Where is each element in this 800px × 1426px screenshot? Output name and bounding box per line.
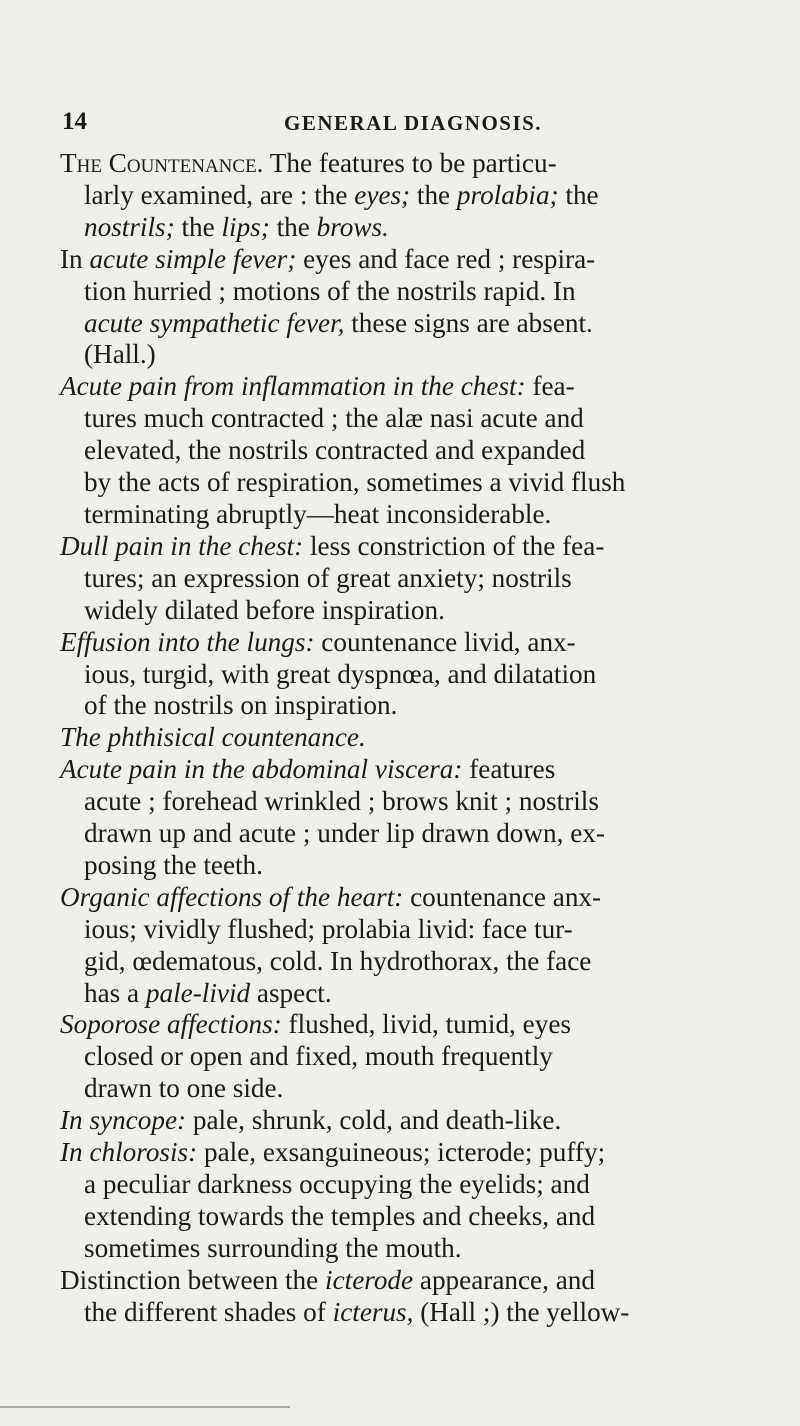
section-heading: The Countenance. xyxy=(60,148,264,178)
text-segment: aspect. xyxy=(250,977,332,1008)
text-segment: acute ; forehead wrinkled ; brows knit ; nostrils xyxy=(84,786,599,817)
text-segment: features xyxy=(462,754,556,785)
text-line xyxy=(60,978,765,1010)
page-number: 14 xyxy=(62,108,87,135)
text-line xyxy=(60,1169,765,1201)
text-line xyxy=(60,1297,765,1329)
text-line xyxy=(60,371,765,403)
text-segment: pale, shrunk, cold, and death-like. xyxy=(186,1105,562,1136)
text-line xyxy=(60,690,765,722)
text-line xyxy=(60,818,765,850)
text-segment: less constriction of the fea- xyxy=(303,530,605,561)
text-line xyxy=(60,180,765,212)
text-line xyxy=(60,212,765,244)
text-segment: The features to be particu- xyxy=(263,148,557,178)
text-segment: Distinction between the xyxy=(60,1264,326,1295)
text-segment: by the acts of respiration, sometimes a vivid flush xyxy=(84,467,626,498)
text-line xyxy=(60,308,765,340)
text-segment: ious; vividly flushed; prolabia livid: face tur- xyxy=(84,913,573,944)
text-line xyxy=(60,1137,765,1169)
running-head: GENERAL DIAGNOSIS. xyxy=(284,111,543,135)
text-line xyxy=(60,946,765,978)
text-line xyxy=(60,595,765,627)
italic-text: eyes; xyxy=(354,179,411,210)
text-segment: countenance anx- xyxy=(403,881,602,912)
text-line xyxy=(60,1233,765,1265)
text-segment: (Hall.) xyxy=(84,339,156,370)
text-segment: the different shades of xyxy=(84,1296,333,1327)
text-segment: tures much contracted ; the alæ nasi acute and xyxy=(84,403,584,434)
italic-text: The phthisical countenance. xyxy=(60,722,366,753)
text-segment: elevated, the nostrils contracted and expanded xyxy=(84,435,586,466)
text-line xyxy=(60,563,765,595)
text-segment: appearance, and xyxy=(413,1264,595,1295)
text-segment: sometimes surrounding the mouth. xyxy=(84,1232,462,1263)
text-segment: of the nostrils on inspiration. xyxy=(84,690,398,721)
text-line xyxy=(60,499,765,531)
text-line xyxy=(60,1105,765,1137)
text-segment: pale, exsanguineous; icterode; puffy; xyxy=(197,1137,606,1168)
text-segment: In xyxy=(60,243,90,274)
italic-text: Acute pain in the abdominal viscera: xyxy=(60,754,463,785)
text-segment: flushed, livid, tumid, eyes xyxy=(281,1009,571,1040)
text-segment: fea- xyxy=(525,371,575,402)
text-segment: (Hall ;) the yellow- xyxy=(413,1296,630,1327)
text-segment: the xyxy=(174,211,222,242)
page-header xyxy=(62,108,762,138)
text-line xyxy=(60,148,765,180)
text-line xyxy=(60,244,765,276)
text-segment: a peculiar darkness occupying the eyelids; and xyxy=(84,1169,590,1199)
text-segment: drawn up and acute ; under lip drawn down, ex- xyxy=(84,818,605,849)
text-line xyxy=(60,1265,765,1297)
text-segment: the xyxy=(558,179,599,210)
text-line xyxy=(60,914,765,946)
text-line xyxy=(60,1201,765,1233)
italic-text: pale-livid xyxy=(145,977,251,1008)
italic-text: In syncope: xyxy=(60,1105,187,1136)
italic-text: prolabia; xyxy=(456,179,559,210)
text-segment: ious, turgid, with great dyspnœa, and dilatation xyxy=(84,658,597,689)
text-line xyxy=(60,1009,765,1041)
italic-text: Dull pain in the chest: xyxy=(60,530,304,561)
text-line xyxy=(60,1041,765,1073)
text-segment: countenance livid, anx- xyxy=(314,626,576,657)
text-line xyxy=(60,339,765,371)
text-segment: closed or open and fixed, mouth frequently xyxy=(84,1041,553,1072)
italic-text: Effusion into the lungs: xyxy=(60,626,315,657)
italic-text: icterus, xyxy=(332,1296,414,1327)
italic-text: brows. xyxy=(316,211,389,242)
italic-text: lips; xyxy=(221,211,270,242)
text-line xyxy=(60,435,765,467)
text-segment: terminating abruptly—heat inconsiderable. xyxy=(84,498,552,529)
text-segment: gid, œdematous, cold. In hydrothorax, the face xyxy=(84,945,592,976)
text-segment: tion hurried ; motions of the nostrils rapid. In xyxy=(84,275,576,306)
text-line xyxy=(60,722,765,754)
text-segment: these signs are absent. xyxy=(344,307,593,338)
text-line xyxy=(60,850,765,882)
text-line xyxy=(60,659,765,691)
text-segment: drawn to one side. xyxy=(84,1073,284,1104)
text-segment: larly examined, are : the xyxy=(84,179,355,210)
body-text xyxy=(60,148,765,1329)
text-line xyxy=(60,276,765,308)
text-line xyxy=(60,467,765,499)
text-segment: the xyxy=(410,179,457,210)
italic-text: In chlorosis: xyxy=(60,1137,198,1168)
text-line xyxy=(60,531,765,563)
text-segment: has a xyxy=(84,977,146,1008)
italic-text: acute simple fever; xyxy=(89,243,297,274)
text-line xyxy=(60,1073,765,1105)
text-segment: extending towards the temples and cheeks, and xyxy=(84,1200,596,1231)
text-line xyxy=(60,882,765,914)
bottom-rule xyxy=(0,1406,290,1408)
italic-text: Acute pain from inflammation in the chest: xyxy=(60,371,526,402)
italic-text: Soporose affections: xyxy=(60,1009,282,1040)
italic-text: nostrils; xyxy=(84,211,175,242)
text-line xyxy=(60,786,765,818)
text-segment: the xyxy=(269,211,317,242)
text-segment: widely dilated before inspiration. xyxy=(84,594,445,625)
italic-text: acute sympathetic fever, xyxy=(84,307,345,338)
text-segment: posing the teeth. xyxy=(84,849,263,880)
italic-text: Organic affections of the heart: xyxy=(60,881,404,912)
italic-text: icterode xyxy=(325,1264,414,1295)
text-line xyxy=(60,627,765,659)
text-line xyxy=(60,754,765,786)
text-line xyxy=(60,403,765,435)
text-segment: eyes and face red ; respira- xyxy=(296,243,596,274)
text-segment: tures; an expression of great anxiety; nostrils xyxy=(84,562,572,593)
